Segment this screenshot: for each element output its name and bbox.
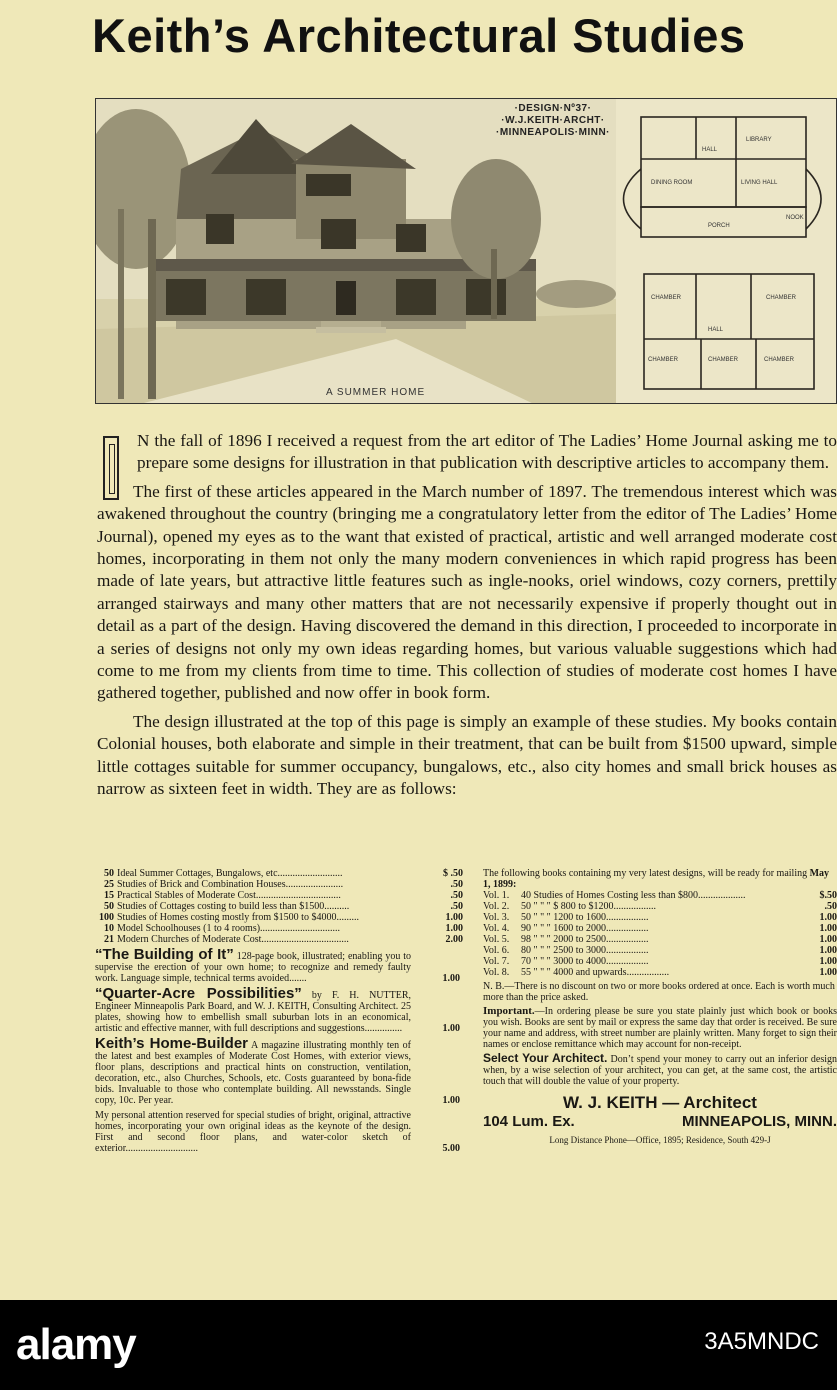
book-item: 50 Studies of Cottages costing to build less than $1500.......... .50 — [104, 901, 463, 912]
ad-building-text: 128-page book, illustrated; enabling you to supervise the erection of your own home; to recognize and remedy faulty work. Language simple, technical terms avoided....... — [95, 951, 412, 984]
book-item: 100 Studies of Homes costing mostly from $1500 to $4000......... 1.00 — [99, 912, 463, 923]
plan-label-living-hall: LIVING HALL — [741, 180, 778, 186]
ad-building-head: “The Building of It” — [95, 946, 234, 963]
ad-building-of-it — [95, 946, 463, 984]
paragraph-1-text: N the fall of 1896 I received a request from the art editor of The Ladies’ Home Journal asking me to prepare some designs for illustration in that publication with descriptive articles to accompany them. — [137, 431, 837, 473]
select-architect-head: Select Your Architect. — [483, 1051, 608, 1065]
page-title: Keith’s Architectural Studies — [92, 9, 746, 62]
ad-quarter-price: 1.00 — [442, 1023, 460, 1034]
design-label — [468, 103, 638, 139]
ad-homebuilder-text: A magazine illustrating monthly ten of the latest and best examples of Moderate Cost Homes, with exterior views, floor plans, descriptions and practical hints on construction, ventilation, decoration, etc., also Churches, Schools, etc. Costs guaranteed by bona-fide bids. Invaluable to those who contemplate building. All newsstands. Single copy, 10c. Per year. — [95, 1040, 412, 1106]
volume-item: Vol. 2. 50 " " " $ 800 to $1200................. .50 — [483, 901, 837, 912]
plan-label-chamber-3: CHAMBER — [648, 357, 679, 363]
book-item: 21 Modern Churches of Moderate Cost................................... 2.00 — [104, 934, 463, 945]
paragraph-2: The first of these articles appeared in the March number of 1897. The tremendous interest which was awakened throughout the country (bringing me a congratulatory letter from the editor of The Ladies’ Home Journal), opened my eyes as to the want that existed of practical, artistic and well arranged moderate cost homes, incorporating in them not only the many modern conveniences in which rapid progress has been made of late years, but attractive little features such as ingle-nooks, oriel windows, cozy corners, prettily arranged stairways and many other matters that are not necessarily expensive if properly thought out in detail as a part of the design. Having discovered the demand in this direction, I proceeded to incorporate in a series of designs not only my own ideas regarding homes, but various valuable suggestions which had come to me from my clients from time to time. This collection of studies of moderate cost homes I have gathered together, published and now offer in book form. — [97, 481, 837, 703]
ad-personal-text: My personal attention reserved for special studies of bright, original, attractive homes, incorporating your own original ideas as the keynote of the design. First and second floor plans, and water-color sketch of exterior............................. — [95, 1110, 411, 1154]
firm-phone: Long Distance Phone—Office, 1895; Residence, South 429-J — [549, 1135, 771, 1145]
drop-cap-i — [103, 436, 119, 500]
plan-label-upper-hall: HALL — [708, 327, 724, 333]
firm-street: 104 Lum. Ex. — [483, 1113, 575, 1130]
ad-quarter-head: “Quarter-Acre Possibilities” — [95, 985, 302, 1002]
stock-footer — [0, 1300, 837, 1390]
volume-item: Vol. 4. 90 " " " 1600 to 2000................. 1.00 — [483, 923, 837, 934]
important-text: —In ordering please be sure you state plainly just which book or books you wish. Books are sent by mail or express the same day that order is received. Be sure your name and address, with street number are plainly written. Many forget to sign their names or enclose remittance which may account for non-receipt. — [483, 1006, 837, 1050]
volume-item: Vol. 3. 50 " " " 1200 to 1600................. 1.00 — [483, 912, 837, 923]
important-note — [483, 1006, 837, 1050]
image-code: 3A5MNDC — [704, 1328, 819, 1355]
ad-quarter-text: by F. H. NUTTER, Engineer Minneapolis Park Board, and W. J. KEITH, Consulting Architect. 25 plates, showing how to embellish small suburban lots in an economical, artistic and effective manner, with full descriptions and suggestions............... — [95, 990, 412, 1034]
volumes-intro-date: May 1, 1899: — [483, 868, 830, 890]
book-item: 10 Model Schoolhouses (1 to 4 rooms)................................ 1.00 — [104, 923, 463, 934]
select-architect-note — [483, 1053, 837, 1087]
volume-item: Vol. 7. 70 " " " 3000 to 4000................. 1.00 — [483, 956, 837, 967]
select-architect-text: Don’t spend your money to carry out an inferior design when, by a wise selection of your architect, you can get, at the same cost, the artistic touch that will double the value of your property. — [483, 1054, 837, 1087]
plan-label-library: LIBRARY — [746, 137, 772, 143]
ad-personal-price: 5.00 — [442, 1143, 460, 1154]
ad-homebuilder-price: 1.00 — [442, 1095, 460, 1106]
volume-item: Vol. 5. 98 " " " 2000 to 2500................. 1.00 — [483, 934, 837, 945]
design-architect: ·W.J.KEITH·ARCHT· — [501, 115, 605, 126]
book-list-column — [95, 868, 463, 1154]
plan-label-porch: PORCH — [708, 223, 730, 229]
design-number: ·DESIGN·Nº37· — [514, 103, 592, 114]
plan-label-nook: NOOK — [786, 215, 804, 221]
firm-name: W. J. KEITH — Architect — [563, 1093, 757, 1112]
article-body — [97, 430, 837, 807]
house-illustration — [95, 98, 837, 404]
volume-item: Vol. 1. 40 Studies of Homes Costing less than $800................... $.50 — [483, 890, 837, 901]
ad-personal-attention — [95, 1110, 463, 1154]
house-drawing — [96, 99, 837, 404]
plan-label-chamber-5: CHAMBER — [764, 357, 795, 363]
volume-item: Vol. 6. 80 " " " 2500 to 3000................. 1.00 — [483, 945, 837, 956]
plan-label-chamber-1: CHAMBER — [651, 295, 682, 301]
ad-home-builder — [95, 1035, 463, 1106]
paragraph-1 — [97, 430, 837, 475]
volumes-column — [483, 868, 837, 1146]
ad-homebuilder-head: Keith’s Home-Builder — [95, 1035, 249, 1052]
firm-city: MINNEAPOLIS, MINN. — [681, 1113, 837, 1130]
important-head: Important. — [483, 1005, 535, 1017]
design-city: ·MINNEAPOLIS·MINN· — [496, 127, 610, 138]
discount-note: N. B.—There is no discount on two or more books ordered at once. Each is worth much more than the price asked. — [483, 981, 835, 1003]
volumes-intro-text: The following books containing my very latest designs, will be ready for mailing — [483, 868, 808, 879]
ad-building-price: 1.00 — [442, 973, 460, 984]
firm-address — [483, 1113, 837, 1130]
volume-list — [483, 890, 837, 978]
plan-label-hall: HALL — [702, 147, 718, 153]
plan-label-chamber-4: CHAMBER — [708, 357, 739, 363]
paragraph-3: The design illustrated at the top of this page is simply an example of these studies. My books contain Colonial houses, both elaborate and simple in their treatment, that can be built from $1500 upward, simple little cottages suitable for summer occupancy, bungalows, etc., also city homes and small brick houses as narrow as sixteen feet in width. They are as follows: — [97, 711, 837, 799]
volumes-intro — [483, 868, 837, 890]
footer-logo: alamy — [16, 1320, 136, 1369]
book-item: 50 Ideal Summer Cottages, Bungalows, etc.......................... $ .50 — [104, 868, 463, 879]
plan-label-dining-room: DINING ROOM — [651, 180, 693, 186]
ad-quarter-acre — [95, 985, 463, 1034]
illustration-caption: A SUMMER HOME — [326, 387, 426, 398]
volume-item: Vol. 8. 55 " " " 4000 and upwards................. 1.00 — [483, 967, 837, 978]
plan-label-chamber-2: CHAMBER — [766, 295, 797, 301]
book-list — [95, 868, 463, 945]
book-item: 25 Studies of Brick and Combination Houses....................... .50 — [104, 879, 463, 890]
book-item: 15 Practical Stables of Moderate Cost.................................. .50 — [104, 890, 463, 901]
